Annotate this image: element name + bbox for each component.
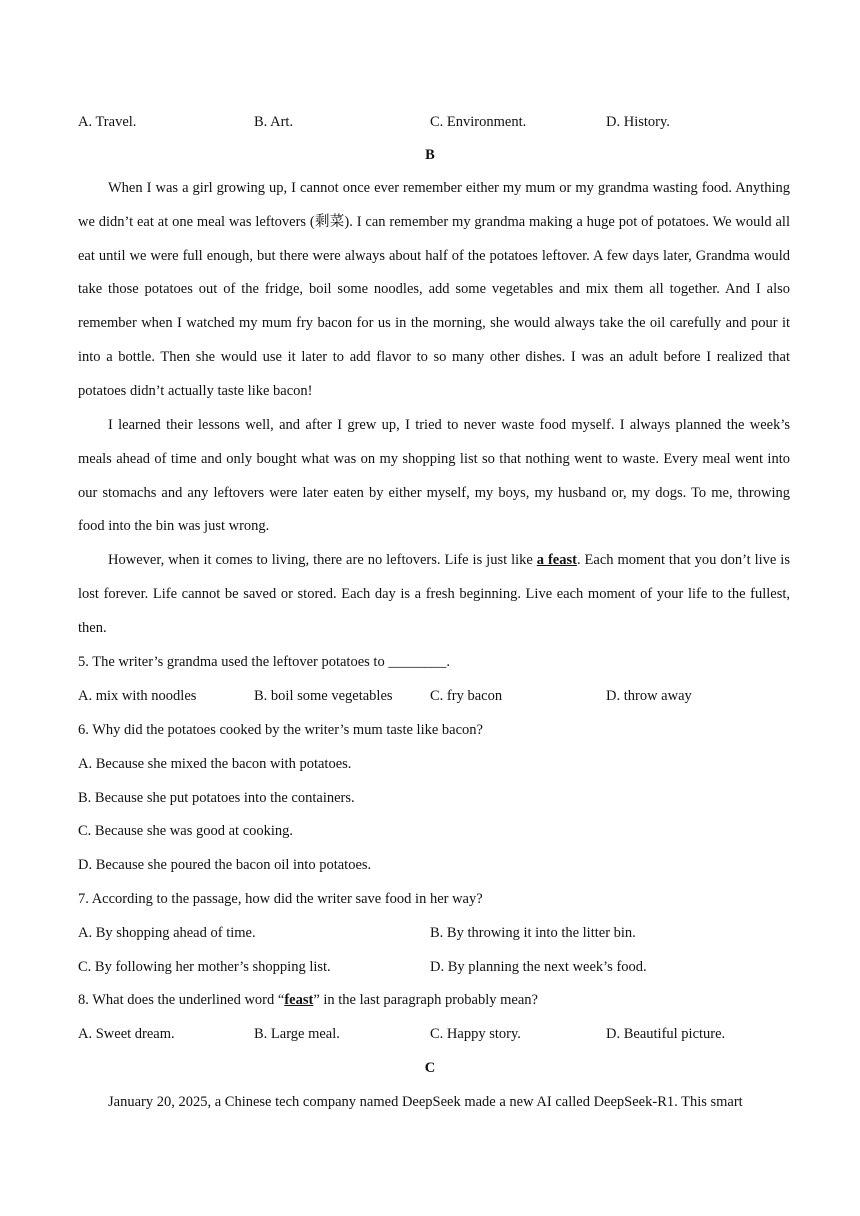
q5-option-a: A. mix with noodles [78, 688, 197, 704]
paragraph-3-text-start: However, when it comes to living, there are no leftovers. Life is just like [108, 552, 537, 568]
option-b: B. Art. [254, 114, 294, 130]
section-b-heading: B [425, 147, 435, 163]
q7-option-d: D. By planning the next week’s food. [430, 959, 647, 975]
q6-option-d: D. Because she poured the bacon oil into potatoes. [78, 857, 372, 873]
section-b-paragraph-3 [78, 544, 790, 645]
section-b-paragraph-1: When I was a girl growing up, I cannot once ever remember either my mum or my grandma wasting food. Anything we didn’t eat at one meal was leftovers (剩菜). I can remember my grandma making a huge pot of potatoes. We would all eat until we were full enough, but there were always about half of the potatoes leftover. A few days later, Grandma would take those potatoes out of the fridge, boil some noodles, add some vegetables and mix them all together. And I also remember when I watched my mum fry bacon for us in the morning, she would always take the oil carefully and pour it into a bottle. Then she would use it later to add flavor to so many other dishes. I was an adult before I realized that potatoes didn’t actually taste like bacon! [78, 180, 790, 399]
q6-option-c: C. Because she was good at cooking. [78, 823, 294, 839]
q5-option-c: C. fry bacon [430, 688, 503, 704]
question-7-options-row-1 [78, 925, 788, 945]
q8-option-b: B. Large meal. [254, 1026, 340, 1042]
option-c: C. Environment. [430, 114, 527, 130]
previous-question-options [78, 114, 788, 134]
q8-option-d: D. Beautiful picture. [606, 1026, 726, 1042]
question-8-options [78, 1026, 788, 1046]
q7-option-c: C. By following her mother’s shopping list. [78, 959, 331, 975]
q6-option-b: B. Because she put potatoes into the containers. [78, 790, 355, 806]
q8-option-c: C. Happy story. [430, 1026, 521, 1042]
q8-option-a: A. Sweet dream. [78, 1026, 175, 1042]
q7-option-a: A. By shopping ahead of time. [78, 925, 256, 941]
q5-option-d: D. throw away [606, 688, 692, 704]
q5-option-b: B. boil some vegetables [254, 688, 393, 704]
section-b-paragraph-2: I learned their lessons well, and after I grew up, I tried to never waste food myself. I always planned the week’s meals ahead of time and only bought what was on my shopping list so that nothing went to waste. Every meal went into our stomachs and any leftovers were later eaten by either myself, my boys, my husband or, my dogs. To me, throwing food into the bin was just wrong. [78, 417, 790, 535]
q8-stem-end: ” in the last paragraph probably mean? [313, 992, 538, 1008]
option-a: A. Travel. [78, 114, 137, 130]
q6-option-a: A. Because she mixed the bacon with potatoes. [78, 756, 352, 772]
underlined-phrase: a feast [536, 552, 577, 568]
q8-underlined-word: feast [284, 992, 314, 1008]
question-5-stem: 5. The writer’s grandma used the leftover potatoes to ________. [78, 654, 450, 670]
question-7-stem: 7. According to the passage, how did the writer save food in her way? [78, 891, 483, 907]
paragraph-3-text-end: . Each moment that you don’t live is lost forever. Life cannot be saved or stored. Each day is a fresh beginning. Live each moment of your life to the fullest, then. [78, 552, 790, 636]
question-5-options [78, 688, 788, 708]
question-6-stem: 6. Why did the potatoes cooked by the writer’s mum taste like bacon? [78, 722, 483, 738]
question-7-options-row-2 [78, 959, 788, 979]
question-8-stem [78, 992, 538, 1009]
option-d: D. History. [606, 114, 670, 130]
section-c-heading: C [424, 1060, 436, 1076]
q8-stem-start: 8. What does the underlined word “ [78, 992, 285, 1008]
section-c-paragraph-1: January 20, 2025, a Chinese tech company named DeepSeek made a new AI called DeepSeek-R1. This smart [108, 1094, 743, 1110]
q7-option-b: B. By throwing it into the litter bin. [430, 925, 636, 941]
